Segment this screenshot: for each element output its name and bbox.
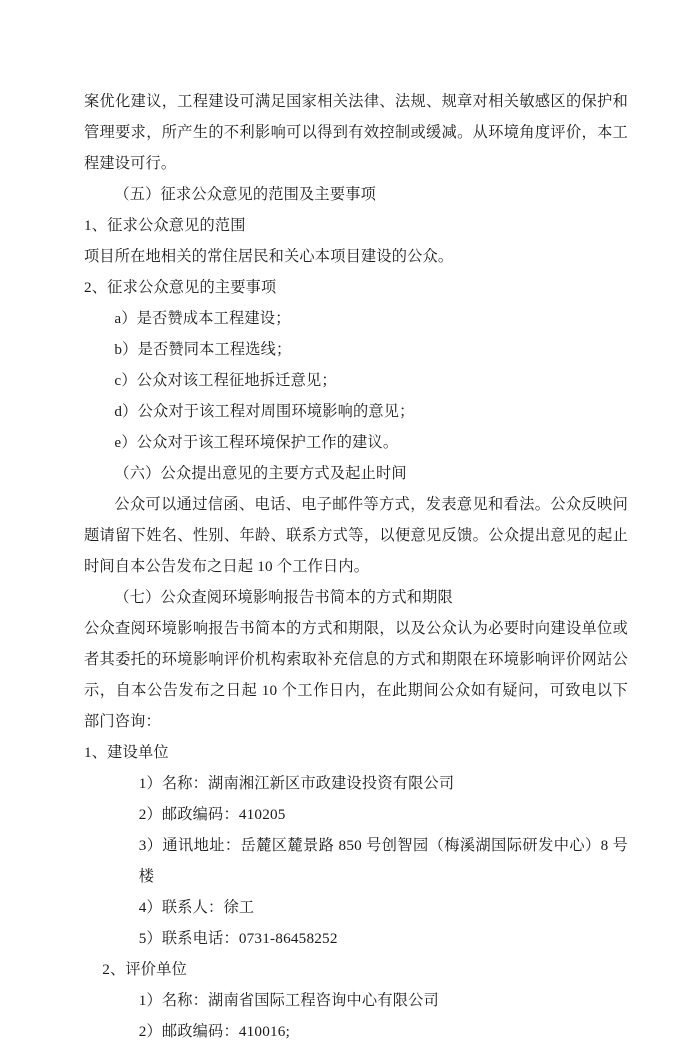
heading-section-six: （六）公众提出意见的主要方式及起止时间 — [114, 465, 407, 482]
item-b: b）是否赞同本工程选线； — [114, 341, 292, 358]
item-d: d）公众对于该工程对周围环境影响的意见； — [114, 403, 415, 420]
heading-main-items: 2、征求公众意见的主要事项 — [84, 279, 277, 296]
document-body — [84, 86, 628, 1047]
para-scope-body: 项目所在地相关的常住居民和关心本项目建设的公众。 — [84, 248, 454, 265]
heading-section-five: （五）征求公众意见的范围及主要事项 — [114, 186, 376, 203]
construction-unit-phone: 5）联系电话：0731-86458252 — [138, 930, 338, 947]
para-conclusion: 案优化建议，工程建设可满足国家相关法律、法规、规章对相关敏感区的保护和管理要求，所产生的不利影响可以得到有效控制或缓减。从环境角度评价，本工程建设可行。 — [84, 93, 628, 172]
item-a: a）是否赞成本工程建设； — [114, 310, 291, 327]
construction-unit-address: 3）通讯地址：岳麓区麓景路 850 号创智园（梅溪湖国际研发中心）8 号楼 — [138, 837, 628, 885]
construction-unit-contact: 4）联系人：徐工 — [138, 899, 255, 916]
heading-scope: 1、征求公众意见的范围 — [84, 217, 246, 234]
construction-unit-postcode: 2）邮政编码：410205 — [138, 806, 286, 823]
para-section-seven-body: 公众查阅环境影响报告书简本的方式和期限，以及公众认为必要时向建设单位或者其委托的环境影响评价机构索取补充信息的方式和期限在环境影响评价网站公示，自本公告发布之日起 10 个工作日内，在此期间公众如有疑问，可致电以下部门咨询： — [84, 620, 628, 730]
assessment-unit-name: 1）名称：湖南省国际工程咨询中心有限公司 — [138, 992, 439, 1009]
construction-unit-name: 1）名称：湖南湘江新区市政建设投资有限公司 — [138, 775, 455, 792]
assessment-unit-postcode: 2）邮政编码：410016; — [138, 1023, 291, 1040]
item-e: e）公众对于该工程环境保护工作的建议。 — [114, 434, 399, 451]
heading-assessment-unit: 2、评价单位 — [102, 961, 187, 978]
item-c: c）公众对该工程征地拆迁意见； — [114, 372, 337, 389]
heading-section-seven: （七）公众查阅环境影响报告书简本的方式和期限 — [114, 589, 453, 606]
para-section-six-body: 公众可以通过信函、电话、电子邮件等方式，发表意见和看法。公众反映问题请留下姓名、性别、年龄、联系方式等，以便意见反馈。公众提出意见的起止时间自本公告发布之日起 10 个工作日内。 — [84, 496, 628, 575]
heading-construction-unit: 1、建设单位 — [84, 744, 169, 761]
